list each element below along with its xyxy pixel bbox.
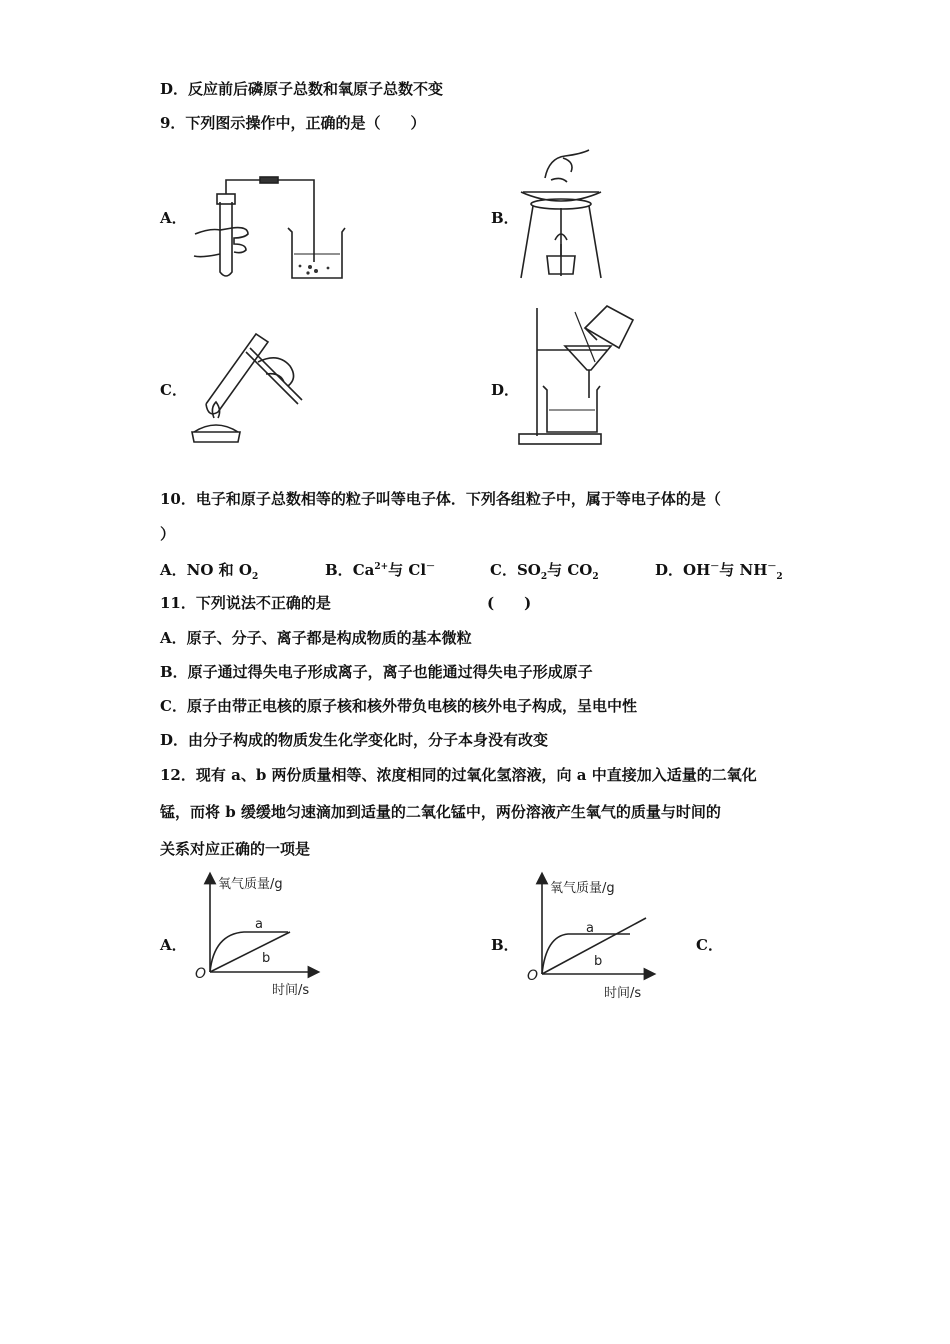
- q10-stem-end: ）: [160, 525, 176, 543]
- q9-stem: 9．下列图示操作中，正确的是（ ）: [160, 114, 426, 132]
- q9-figure-b-evaporating-dish: [515, 148, 605, 283]
- q12-graph-a-origin: O: [195, 966, 207, 982]
- q12-graph-b-curve-a: [542, 934, 630, 974]
- q10-option-d: D．OH－与 $NH^-_2$: [655, 561, 783, 582]
- q12-graph-b-ylabel: 氧气质量/g: [550, 881, 615, 896]
- q12-line-2: 锰，而将 b 缓缓地匀速滴加到适量的二氧化锰中，两份溶液产生氧气的质量与时间的: [160, 803, 721, 821]
- q12-graph-a-curve-b: [210, 932, 290, 972]
- q9-label-c: C．: [160, 381, 187, 399]
- q12-graph-a-xlabel: 时间/s: [272, 983, 310, 998]
- q11-option-a: A．原子、分子、离子都是构成物质的基本微粒: [160, 629, 472, 647]
- q9-label-a: A．: [160, 209, 187, 227]
- q10-stem: 10．电子和原子总数相等的粒子叫等电子体．下列各组粒子中，属于等电子体的是（: [160, 490, 721, 508]
- q12-graph-a-label-a: a: [255, 917, 263, 932]
- q9-figure-a-gas-tightness-check: [190, 172, 350, 287]
- q12-line-1: 12．现有 a、b 两份质量相等、浓度相同的过氧化氢溶液，向 a 中直接加入适量的二氧化: [160, 766, 757, 784]
- q9-label-d: D．: [491, 381, 520, 399]
- q12-graph-a: [192, 870, 327, 1000]
- q9-figure-d-filtration: [515, 302, 640, 447]
- q12-graph-a-label-b: b: [262, 951, 271, 966]
- q10-options-row: [160, 559, 783, 582]
- q11-option-b: B．原子通过得失电子形成离子，离子也能通过得失电子形成原子: [160, 663, 593, 681]
- q12-label-a: A．: [160, 936, 187, 954]
- q9-figure-c-heating-test-tube: [188, 322, 313, 447]
- q12-label-c: C．: [696, 936, 723, 954]
- q12-graph-b-label-b: b: [594, 954, 603, 969]
- q12-label-b: B．: [491, 936, 519, 954]
- q12-line-3: 关系对应正确的一项是: [160, 840, 311, 858]
- q10-option-a: A．NO 和 $O_2$: [160, 561, 259, 582]
- q12-graph-b: [524, 870, 659, 1005]
- q11-option-c: C．原子由带正电核的原子核和核外带负电核的核外电子构成，呈电中性: [160, 697, 637, 715]
- q10-option-c: C．$SO_2$与 $CO_2$: [490, 561, 599, 582]
- q12-graph-b-xlabel: 时间/s: [604, 986, 642, 1001]
- q9-label-b: B．: [491, 209, 519, 227]
- q11-option-d: D．由分子构成的物质发生化学变化时，分子本身没有改变: [160, 731, 549, 749]
- q8-option-d: D．反应前后磷原子总数和氧原子总数不变: [160, 80, 444, 98]
- q12-graph-b-label-a: a: [586, 921, 594, 936]
- q12-graph-a-ylabel: 氧气质量/g: [218, 877, 283, 892]
- q11-paren: ( ): [487, 594, 532, 612]
- q12-graph-b-origin: O: [527, 968, 539, 984]
- q11-stem: 11．下列说法不正确的是: [160, 594, 331, 612]
- q10-option-b: B．$Ca^{2+}$与 Cl－: [325, 561, 436, 579]
